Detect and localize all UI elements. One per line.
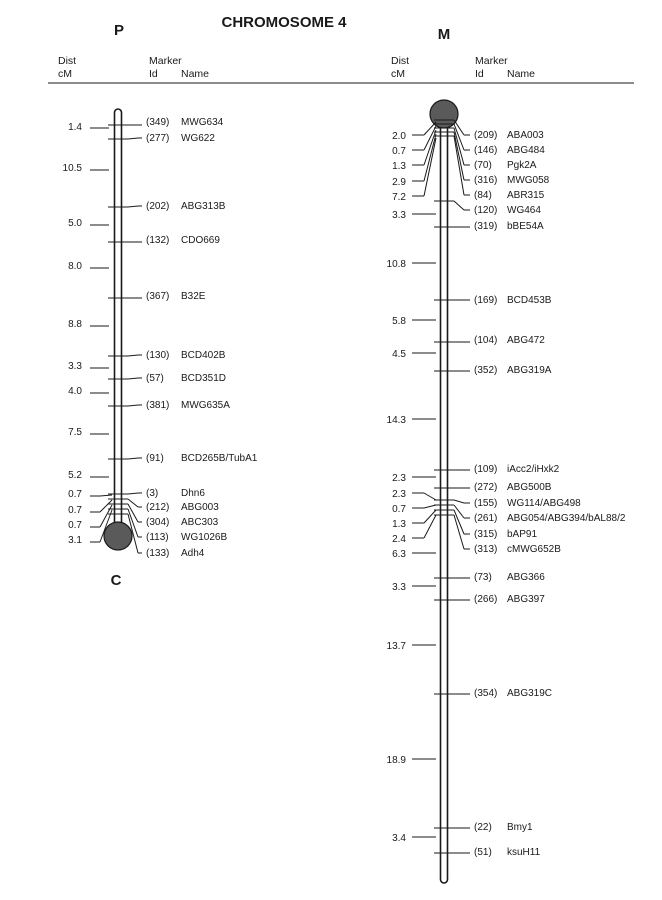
marker-name: BCD351D <box>181 373 227 384</box>
p-marker-labels <box>146 117 258 559</box>
marker-id: (169) <box>474 295 498 306</box>
header-dist-left: Dist <box>58 55 77 67</box>
header-id-right: Id <box>475 68 484 80</box>
marker-name: cMWG652B <box>507 544 561 555</box>
header-id-left: Id <box>149 68 158 80</box>
marker-id: (367) <box>146 291 170 302</box>
marker-leader <box>128 206 138 207</box>
marker-id: (70) <box>474 160 492 171</box>
marker-id: (73) <box>474 572 492 583</box>
page-title: CHROMOSOME 4 <box>221 14 347 31</box>
distance-label: 1.3 <box>392 161 406 172</box>
arm-label-p: P <box>113 22 125 39</box>
marker-id: (113) <box>146 532 169 543</box>
marker-id: (130) <box>146 350 170 361</box>
distance-label: 6.3 <box>392 549 406 560</box>
centromere-label-c: C <box>110 572 122 589</box>
chromosome-bar-p <box>115 109 122 530</box>
marker-name: bBE54A <box>507 221 544 232</box>
marker-id: (304) <box>146 517 170 528</box>
m-distance-labels <box>387 122 436 844</box>
marker-id: (51) <box>474 847 492 858</box>
marker-id: (3) <box>146 488 159 499</box>
header-dist-right: Dist <box>391 55 410 67</box>
marker-name: B32E <box>181 291 206 302</box>
marker-name: WG114/ABG498 <box>507 498 581 509</box>
distance-label: 0.7 <box>392 146 406 157</box>
distance-label: 4.5 <box>392 349 406 360</box>
marker-name: ABG366 <box>507 572 545 583</box>
marker-name: WG464 <box>507 205 541 216</box>
marker-id: (352) <box>474 365 498 376</box>
marker-leader <box>454 201 464 210</box>
distance-label: 1.3 <box>392 519 406 530</box>
distance-label: 2.3 <box>392 473 406 484</box>
distance-label: 2.3 <box>392 489 406 500</box>
header-marker-right: Marker <box>475 55 508 67</box>
marker-id: (316) <box>474 175 498 186</box>
distance-leader <box>100 500 112 512</box>
header-name-right: Name <box>507 68 536 80</box>
distance-leader <box>424 505 436 508</box>
distance-label: 0.7 <box>68 505 82 516</box>
marker-name: ksuH11 <box>507 847 541 858</box>
marker-id: (155) <box>474 498 498 509</box>
marker-id: (266) <box>474 594 498 605</box>
marker-id: (133) <box>146 548 170 559</box>
marker-id: (313) <box>474 544 498 555</box>
marker-id: (315) <box>474 529 498 540</box>
marker-leader <box>454 132 464 180</box>
marker-name: ABG319C <box>507 688 553 699</box>
marker-name: BCD265B/TubA1 <box>181 453 258 464</box>
distance-label: 8.0 <box>68 261 82 272</box>
distance-label: 10.5 <box>62 163 82 174</box>
m-marker-labels <box>474 130 626 858</box>
marker-name: bAP91 <box>507 529 538 540</box>
marker-id: (381) <box>146 400 170 411</box>
marker-name: MWG058 <box>507 175 550 186</box>
marker-name: ABG313B <box>181 201 226 212</box>
distance-label: 10.8 <box>386 259 406 270</box>
marker-id: (272) <box>474 482 498 493</box>
marker-leader <box>128 405 138 406</box>
distance-leader <box>100 495 112 496</box>
marker-id: (209) <box>474 130 498 141</box>
p-marker-ticks <box>108 125 142 553</box>
marker-name: ABR315 <box>507 190 545 201</box>
distance-label: 14.3 <box>386 415 406 426</box>
distance-label: 2.0 <box>392 131 406 142</box>
marker-id: (277) <box>146 133 170 144</box>
distance-label: 8.8 <box>68 319 82 330</box>
marker-id: (22) <box>474 822 492 833</box>
marker-name: ABA003 <box>507 130 544 141</box>
marker-name: MWG634 <box>181 117 224 128</box>
marker-leader <box>128 355 138 356</box>
distance-label: 2.4 <box>392 534 406 545</box>
distance-label: 7.5 <box>68 427 82 438</box>
distance-label: 2.9 <box>392 177 406 188</box>
marker-id: (146) <box>474 145 498 156</box>
marker-name: MWG635A <box>181 400 230 411</box>
marker-id: (104) <box>474 335 498 346</box>
distance-label: 3.3 <box>392 210 406 221</box>
marker-name: CDO669 <box>181 235 220 246</box>
distance-label: 3.1 <box>68 535 82 546</box>
arm-label-m: M <box>437 26 451 43</box>
distance-label: 3.3 <box>392 582 406 593</box>
marker-name: BCD453B <box>507 295 552 306</box>
distance-label: 3.4 <box>392 833 406 844</box>
marker-id: (120) <box>474 205 498 216</box>
distance-label: 5.8 <box>392 316 406 327</box>
header-cm-right: cM <box>391 68 405 80</box>
marker-id: (109) <box>474 464 498 475</box>
marker-name: ABG054/ABG394/bAL88/2 <box>507 513 626 524</box>
distance-leader <box>424 510 436 523</box>
marker-id: (354) <box>474 688 498 699</box>
marker-name: ABG397 <box>507 594 545 605</box>
distance-label: 4.0 <box>68 386 82 397</box>
distance-label: 5.0 <box>68 218 82 229</box>
marker-leader <box>128 138 138 139</box>
distance-leader <box>424 493 436 500</box>
distance-label: 5.2 <box>68 470 82 481</box>
marker-name: Bmy1 <box>507 822 533 833</box>
chromosome-bar-m <box>441 113 448 883</box>
marker-name: ABG003 <box>181 502 219 513</box>
marker-leader <box>128 493 138 494</box>
marker-leader <box>128 378 138 379</box>
marker-id: (132) <box>146 235 170 246</box>
marker-id: (84) <box>474 190 492 201</box>
header-name-left: Name <box>181 68 210 80</box>
distance-label: 7.2 <box>392 192 406 203</box>
marker-name: ABG484 <box>507 145 545 156</box>
marker-leader <box>454 505 464 518</box>
m-marker-ticks <box>434 120 470 853</box>
marker-name: iAcc2/iHxk2 <box>507 464 560 475</box>
distance-label: 0.7 <box>392 504 406 515</box>
marker-id: (57) <box>146 373 164 384</box>
marker-name: Dhn6 <box>181 488 205 499</box>
marker-name: ABG319A <box>507 365 552 376</box>
marker-name: WG622 <box>181 133 215 144</box>
marker-name: Adh4 <box>181 548 205 559</box>
marker-name: ABG500B <box>507 482 552 493</box>
distance-label: 0.7 <box>68 489 82 500</box>
distance-label: 3.3 <box>68 361 82 372</box>
marker-id: (349) <box>146 117 170 128</box>
distance-label: 13.7 <box>386 641 406 652</box>
marker-name: BCD402B <box>181 350 226 361</box>
distance-leader <box>424 134 436 181</box>
marker-leader <box>128 458 138 459</box>
distance-leader <box>424 515 436 538</box>
marker-leader <box>454 500 464 503</box>
marker-name: Pgk2A <box>507 160 537 171</box>
marker-id: (212) <box>146 502 170 513</box>
marker-id: (91) <box>146 453 164 464</box>
distance-label: 1.4 <box>68 122 82 133</box>
marker-leader <box>454 515 464 549</box>
marker-name: ABC303 <box>181 517 219 528</box>
distance-label: 18.9 <box>386 755 406 766</box>
marker-id: (319) <box>474 221 498 232</box>
marker-id: (261) <box>474 513 498 524</box>
header-marker-left: Marker <box>149 55 182 67</box>
p-distance-labels <box>63 122 112 546</box>
marker-id: (202) <box>146 201 170 212</box>
marker-name: ABG472 <box>507 335 545 346</box>
centromere-p <box>104 522 132 550</box>
distance-label: 0.7 <box>68 520 82 531</box>
marker-name: WG1026B <box>181 532 228 543</box>
header-cm-left: cM <box>58 68 72 80</box>
